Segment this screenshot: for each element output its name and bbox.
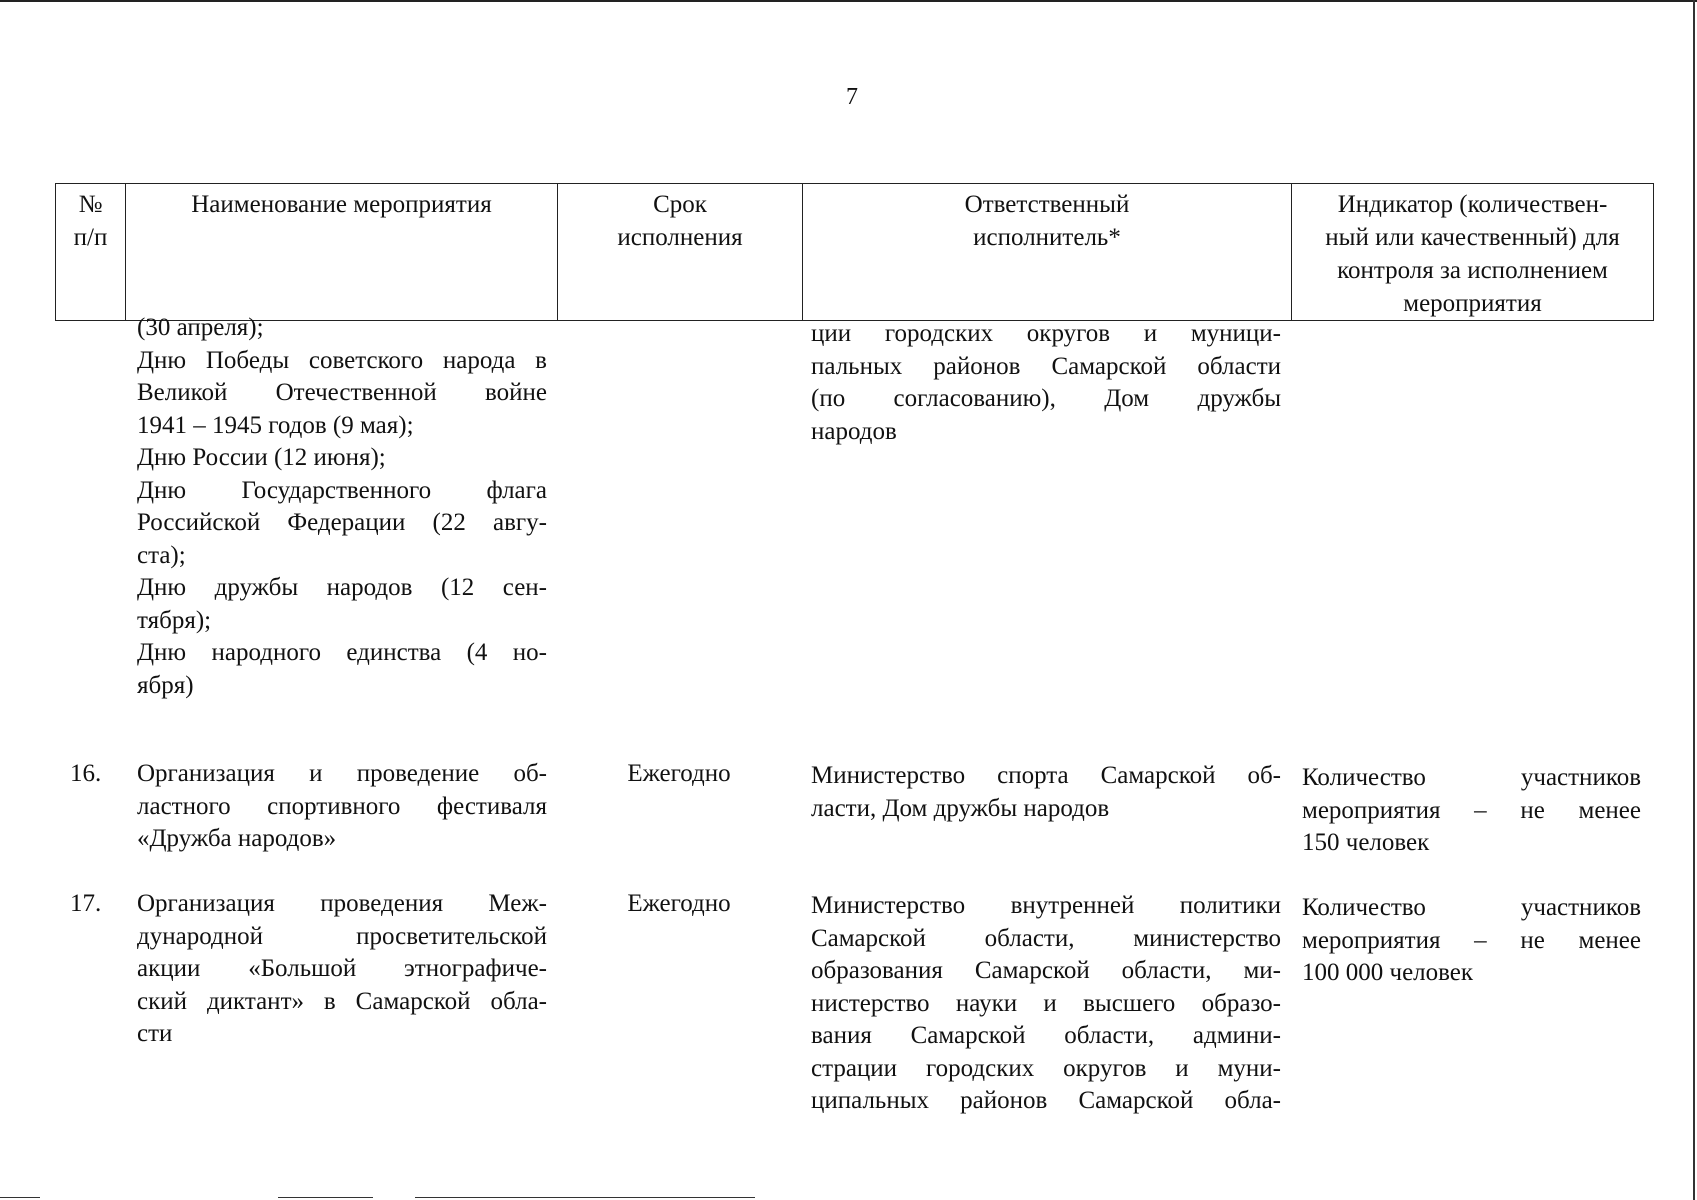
scan-bottom-mark <box>415 1197 755 1198</box>
scan-bottom-mark <box>0 1197 40 1198</box>
scan-top-border <box>0 0 1697 2</box>
row-16-name: Организация и проведение об- ластного спортивного фестиваля «Дружба народов» <box>137 760 547 852</box>
header-number-column: № п/п <box>56 184 126 321</box>
continuation-responsible-cell: ции городских округов и муници- пальных районов Самарской области (по согласованию), Дом дружбы народов <box>811 320 1281 445</box>
row-17-term: Ежегодно <box>627 890 731 917</box>
row-16-indicator: Количество участников мероприятия – не менее 150 человек <box>1302 764 1641 856</box>
page-number: 7 <box>846 84 858 110</box>
row-16-term: Ежегодно <box>627 760 731 787</box>
row-17-name: Организация проведения Меж- дународной просветительской акции «Большой этнографиче- ский диктант» в Самарской обла- сти <box>137 890 547 1047</box>
header-term-column: Срок исполнения <box>558 184 803 321</box>
header-responsible-column: Ответственный исполнитель* <box>803 184 1292 321</box>
header-indicator-column: Индикатор (количествен- ный или качественный) для контроля за исполнением мероприятия <box>1292 184 1654 321</box>
header-name-column: Наименование мероприятия <box>126 184 558 321</box>
row-17-responsible: Министерство внутренней политики Самарской области, министерство образования Самарской области, ми- нистерство науки и высшего образо- вания Самарской области, админи- страции городских округов и муни- ципальных районов Самарской обла- <box>811 892 1281 1114</box>
row-17-number: 17. <box>70 890 102 917</box>
row-17-indicator: Количество участников мероприятия – не менее 100 000 человек <box>1302 894 1641 986</box>
row-16-responsible: Министерство спорта Самарской об- ласти, Дом дружбы народов <box>811 762 1281 822</box>
scan-right-border <box>1693 0 1695 1200</box>
row-16-number: 16. <box>70 760 102 787</box>
scan-bottom-mark <box>278 1197 373 1198</box>
table-header <box>55 183 1654 321</box>
continuation-name-cell: (30 апреля); Дню Победы советского народа в Великой Отечественной войне 1941 – 1945 годов (9 мая); Дню России (12 июня); Дню Государственного флага Российской Федерации (22 авгу- ста); Дню дружбы народов (12 сен- тября); Дню народного единства (4 но- ября) <box>137 314 547 699</box>
